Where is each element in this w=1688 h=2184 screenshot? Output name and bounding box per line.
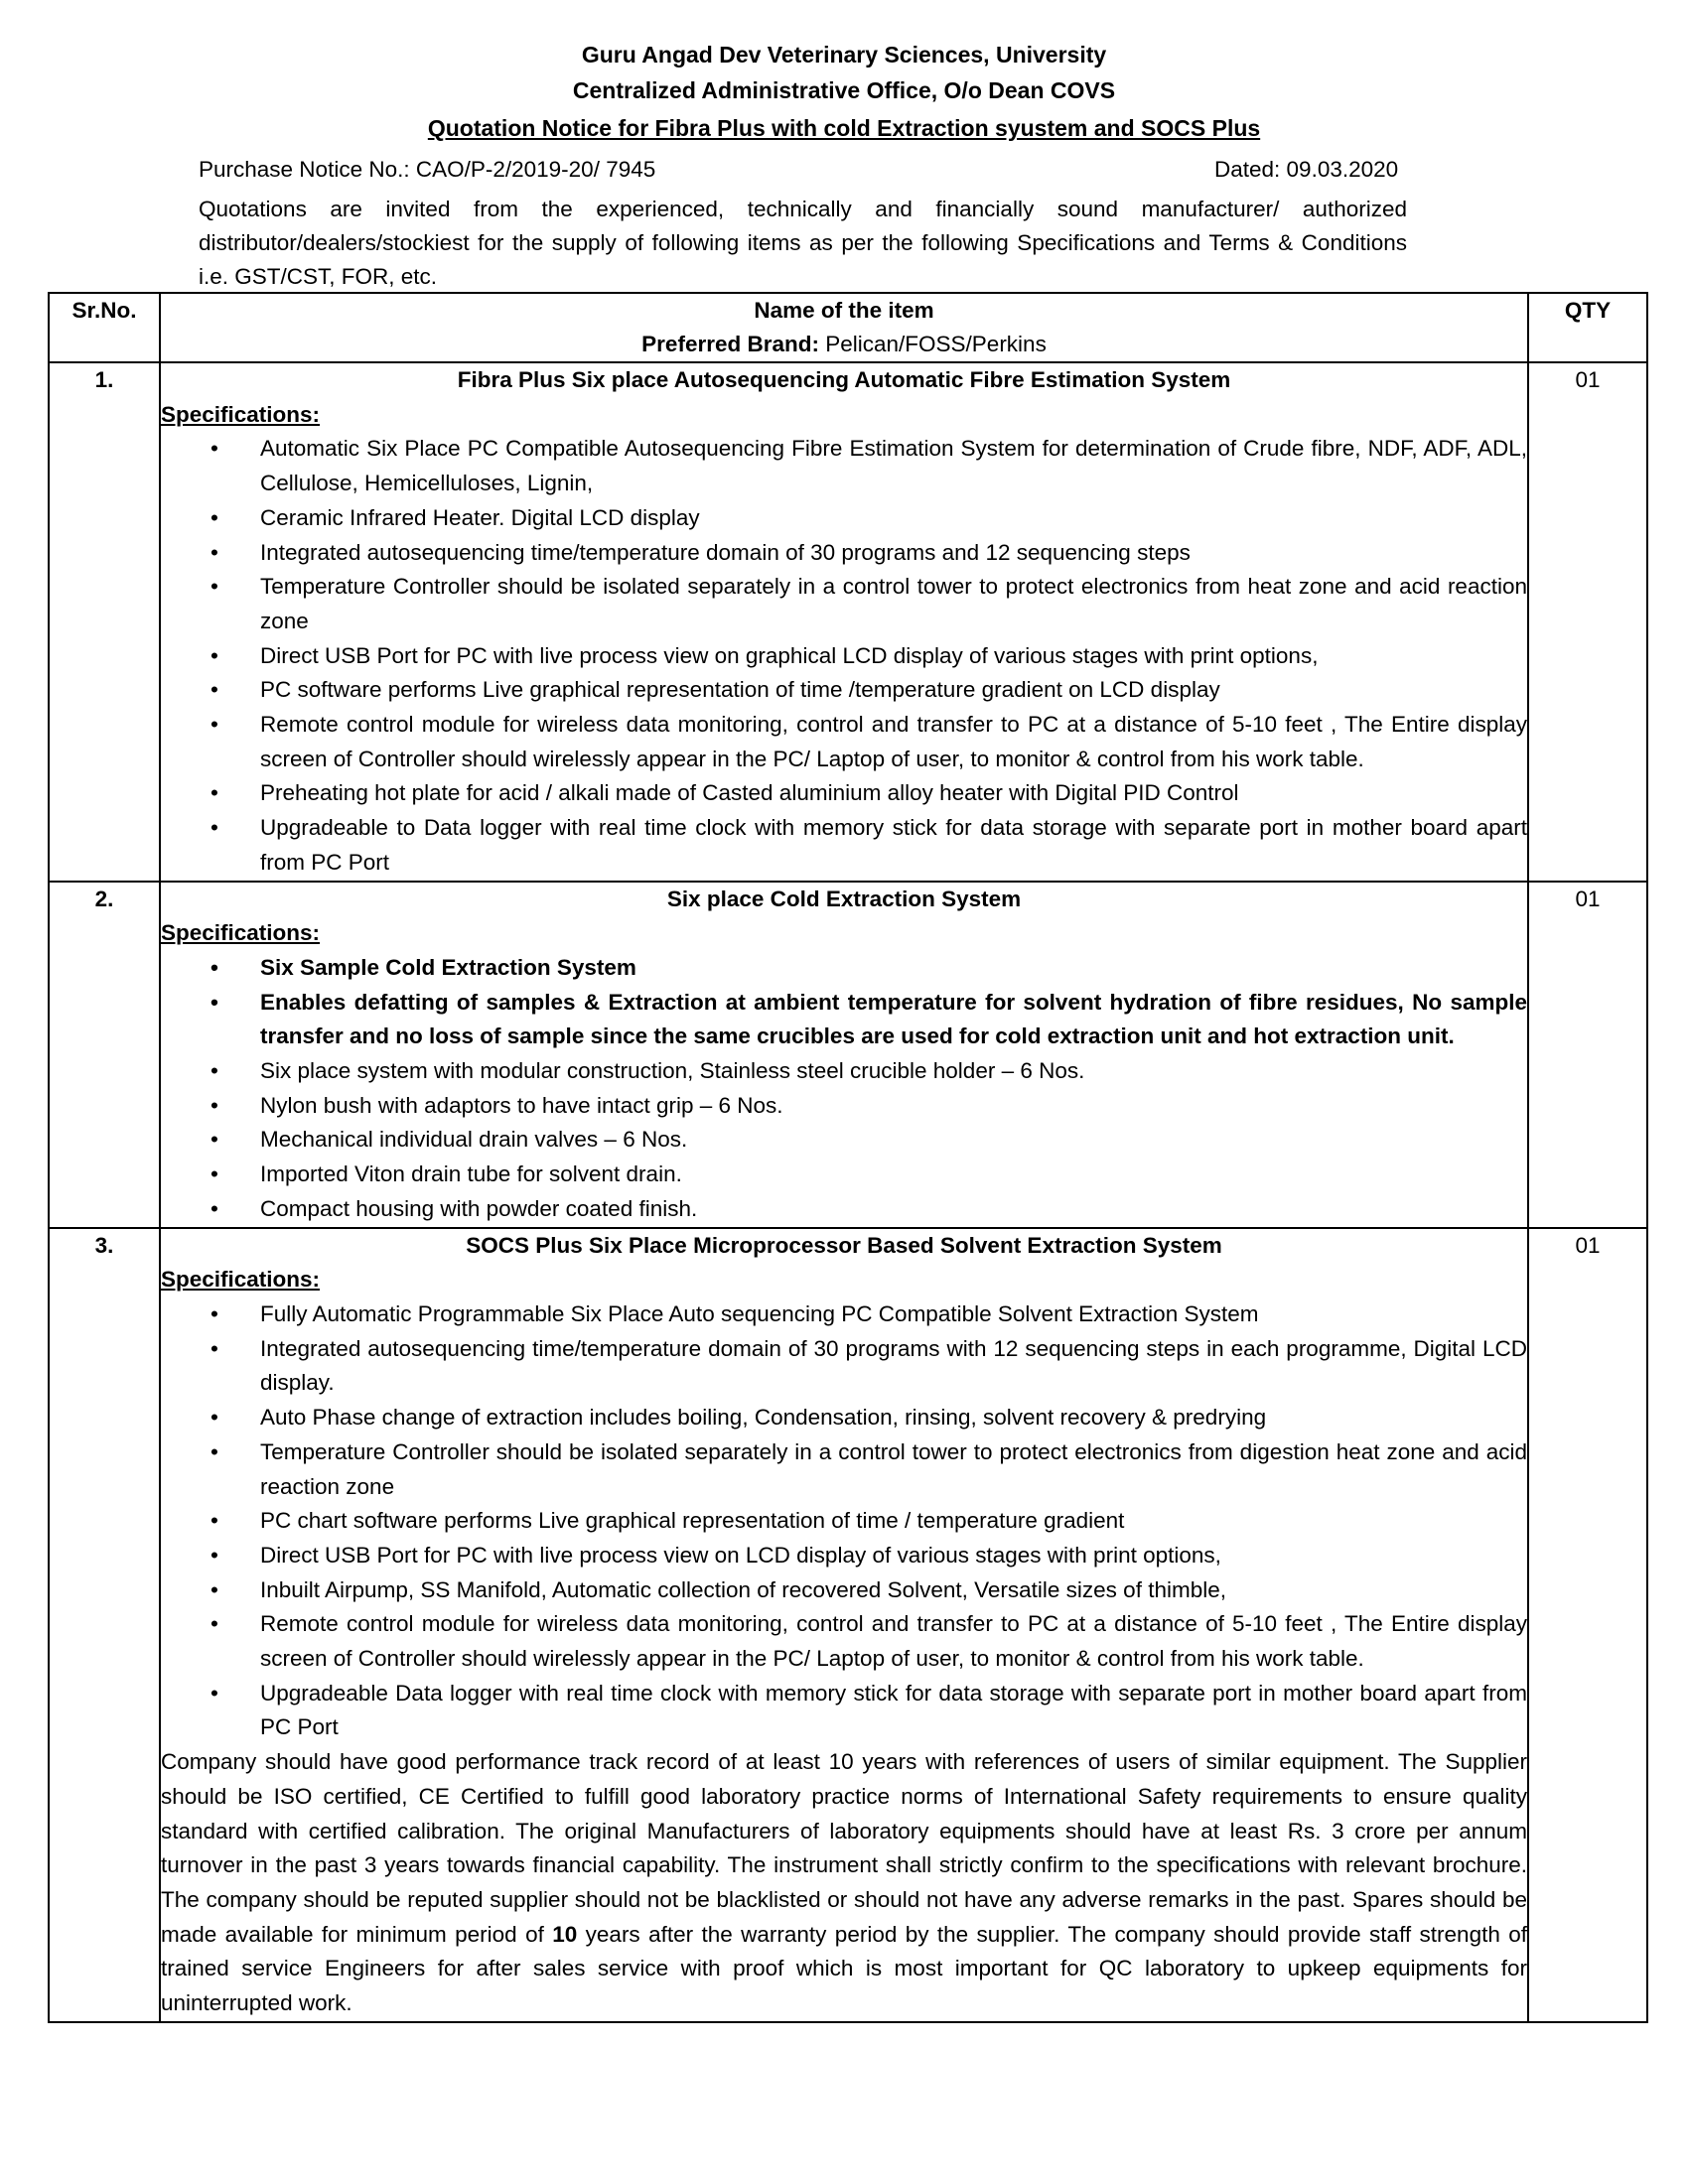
row-srno: 2. [49, 882, 160, 1228]
office-name: Centralized Administrative Office, O/o Dean COVS [572, 77, 1116, 103]
bullet-icon: • [211, 1092, 218, 1118]
spec-bullet-item [161, 1435, 1527, 1504]
spec-bullet-item [161, 639, 1527, 674]
terms-text-part1: Company should have good performance track record of at least 10 years with references of users of similar equipment. The Supplier should be ISO certified, CE Certified to fulfill good laboratory practice norms of International Safety requirements to ensure quality standard with certified calibration. The original Manufacturers of laboratory equipments should have at least Rs. 3 crore per annum turnover in the past 3 years towards financial capability. The instrument shall strictly confirm to the specifications with relevant brochure. The company should be reputed supplier should not be blacklisted or should not have any adverse remarks in the past. Spares should be made available for minimum period of [161, 1749, 1527, 1947]
terms-years-bold: 10 [552, 1921, 578, 1947]
bullet-icon: • [211, 436, 218, 462]
bullet-icon: • [211, 1127, 218, 1153]
spec-bullet-item [161, 1192, 1527, 1227]
item-title: Six place Cold Extraction System [666, 886, 1022, 911]
terms-paragraph [161, 1745, 1527, 2021]
row-qty: 01 [1528, 362, 1647, 882]
bullet-icon: • [211, 712, 218, 738]
spec-bullet-item [161, 986, 1527, 1054]
preferred-brand-value: Pelican/FOSS/Perkins [818, 332, 1047, 356]
table-row [49, 1228, 1647, 2022]
spec-bullet-item [161, 1504, 1527, 1539]
bullet-icon: • [211, 954, 218, 980]
bullet-icon: • [211, 1611, 218, 1637]
table-header-row [49, 293, 1647, 362]
spec-text: Direct USB Port for PC with live process view on graphical LCD display of various stages with print options, [260, 642, 1319, 668]
spec-bullet-item [161, 1297, 1527, 1332]
spec-bullet-item [161, 1158, 1527, 1192]
spec-bullet-item [161, 1054, 1527, 1089]
bullet-icon: • [211, 1300, 218, 1326]
header-qty [1528, 293, 1647, 362]
spec-bullet-item [161, 1607, 1527, 1676]
spec-text: Inbuilt Airpump, SS Manifold, Automatic collection of recovered Solvent, Versatile sizes of thimble, [260, 1576, 1226, 1602]
spec-bullet-item [161, 1573, 1527, 1608]
bullet-icon: • [211, 1335, 218, 1361]
spec-bullet-item [161, 1539, 1527, 1573]
spec-text: PC chart software performs Live graphical representation of time / temperature gradient [260, 1508, 1125, 1534]
spec-text: Upgradeable to Data logger with real time clock with memory stick for data storage with separate port in mother board apart from PC Port [260, 815, 1527, 875]
spec-text: Mechanical individual drain valves – 6 Nos. [260, 1127, 688, 1153]
bullet-icon: • [211, 642, 218, 668]
header-item-name [160, 293, 1528, 362]
spec-text: Upgradeable Data logger with real time clock with memory stick for data storage with separate port in mother board apart from PC Port [260, 1680, 1527, 1740]
table-row [49, 882, 1647, 1228]
row-item-cell [160, 882, 1528, 1228]
spec-text: Automatic Six Place PC Compatible Autosequencing Fibre Estimation System for determination of Crude fibre, NDF, ADF, ADL, Cellulose, Hemicelluloses, Lignin, [260, 436, 1527, 496]
spec-bullet-item [161, 776, 1527, 811]
bullet-icon: • [211, 1058, 218, 1084]
spec-text: Imported Viton drain tube for solvent drain. [260, 1161, 682, 1187]
specifications-label: Specifications: [161, 920, 321, 946]
header-qty-label: QTY [1564, 298, 1612, 323]
row-item-cell [160, 362, 1528, 882]
spec-bullet-item [161, 1089, 1527, 1124]
bullet-icon: • [211, 815, 218, 841]
header-srno-label: Sr.No. [71, 298, 137, 323]
spec-text: Direct USB Port for PC with live process view on LCD display of various stages with print options, [260, 1542, 1221, 1568]
row-srno: 3. [49, 1228, 160, 2022]
spec-text: Integrated autosequencing time/temperature domain of 30 programs with 12 sequencing steps in each programme, Digital LCD display. [260, 1335, 1527, 1396]
row-qty: 01 [1528, 1228, 1647, 2022]
spec-text: Enables defatting of samples & Extraction at ambient temperature for solvent hydration of fibre residues, No sample transfer and no loss of sample since the same crucibles are used for cold extraction unit and hot extraction unit. [260, 989, 1527, 1049]
row-item-cell [160, 1228, 1528, 2022]
spec-text: Auto Phase change of extraction includes boiling, Condensation, rinsing, solvent recovery & predrying [260, 1405, 1267, 1431]
notice-date: Dated: 09.03.2020 [1214, 157, 1399, 182]
spec-text: Temperature Controller should be isolated separately in a control tower to protect electronics from digestion heat zone and acid reaction zone [260, 1438, 1527, 1499]
notice-title: Quotation Notice for Fibra Plus with cold Extraction syustem and SOCS Plus [427, 115, 1261, 141]
terms-text-part2: years after the warranty period by the supplier. The company should provide staff strength of trained service Engineers for after sales service with proof which is most important for QC laboratory to upkeep equipments for uninterrupted work. [161, 1921, 1527, 2016]
spec-text: PC software performs Live graphical representation of time /temperature gradient on LCD display [260, 677, 1220, 703]
row-qty: 01 [1528, 882, 1647, 1228]
spec-bullet-item [161, 673, 1527, 708]
items-table [48, 292, 1648, 2023]
spec-bullet-item [161, 536, 1527, 571]
spec-bullet-item [161, 1677, 1527, 1745]
intro-paragraph: Quotations are invited from the experienced, technically and financially sound manufacturer/ authorized distributor/dealers/stockiest for the supply of following items as per the following Specifications and Terms & Conditions i.e. GST/CST, FOR, etc. [199, 197, 1407, 289]
bullet-icon: • [211, 539, 218, 565]
bullet-icon: • [211, 1542, 218, 1568]
header-item-name-label: Name of the item [754, 298, 934, 323]
spec-text: Remote control module for wireless data monitoring, control and transfer to PC at a distance of 5-10 feet , The Entire display screen of Controller should wirelessly appear in the PC/ Laptop of user, to monitor & control from his work table. [260, 712, 1527, 771]
spec-text: Preheating hot plate for acid / alkali made of Casted aluminium alloy heater with Digital PID Control [260, 780, 1239, 806]
spec-text: Six place system with modular construction, Stainless steel crucible holder – 6 Nos. [260, 1058, 1085, 1084]
bullet-icon: • [211, 1508, 218, 1534]
bullet-icon: • [211, 677, 218, 703]
table-row [49, 362, 1647, 882]
spec-list [161, 951, 1527, 1227]
spec-bullet-item [161, 1332, 1527, 1401]
preferred-brand-label: Preferred Brand: [641, 332, 819, 356]
bullet-icon: • [211, 504, 218, 530]
bullet-icon: • [211, 1438, 218, 1464]
bullet-icon: • [211, 574, 218, 600]
bullet-icon: • [211, 780, 218, 806]
bullet-icon: • [211, 1161, 218, 1187]
spec-list [161, 432, 1527, 880]
university-name: Guru Angad Dev Veterinary Sciences, University [581, 42, 1107, 68]
row-srno: 1. [49, 362, 160, 882]
spec-list [161, 1297, 1527, 1745]
spec-bullet-item [161, 432, 1527, 500]
specifications-label: Specifications: [161, 401, 321, 427]
specifications-label: Specifications: [161, 1267, 321, 1293]
bullet-icon: • [211, 1195, 218, 1221]
purchase-notice-number: Purchase Notice No.: CAO/P-2/2019-20/ 7945 [199, 157, 656, 182]
spec-text: Nylon bush with adaptors to have intact grip – 6 Nos. [260, 1092, 783, 1118]
spec-bullet-item [161, 811, 1527, 880]
spec-bullet-item [161, 1401, 1527, 1435]
spec-text: Six Sample Cold Extraction System [260, 954, 636, 980]
spec-bullet-item [161, 501, 1527, 536]
bullet-icon: • [211, 1576, 218, 1602]
spec-text: Compact housing with powder coated finish. [260, 1195, 698, 1221]
spec-bullet-item [161, 570, 1527, 638]
spec-text: Remote control module for wireless data monitoring, control and transfer to PC at a distance of 5-10 feet , The Entire display screen of Controller should wirelessly appear in the PC/ Laptop of user, to monitor & control from his work table. [260, 1611, 1527, 1672]
spec-text: Temperature Controller should be isolated separately in a control tower to protect electronics from heat zone and acid reaction zone [260, 574, 1527, 633]
spec-bullet-item [161, 1123, 1527, 1158]
spec-text: Fully Automatic Programmable Six Place Auto sequencing PC Compatible Solvent Extraction System [260, 1300, 1259, 1326]
spec-bullet-item [161, 951, 1527, 986]
bullet-icon: • [211, 989, 218, 1015]
item-title: SOCS Plus Six Place Microprocessor Based Solvent Extraction System [466, 1232, 1222, 1258]
bullet-icon: • [211, 1405, 218, 1431]
spec-text: Ceramic Infrared Heater. Digital LCD display [260, 504, 700, 530]
spec-text: Integrated autosequencing time/temperature domain of 30 programs and 12 sequencing steps [260, 539, 1191, 565]
preferred-brand [161, 328, 1527, 361]
header-srno [49, 293, 160, 362]
bullet-icon: • [211, 1680, 218, 1706]
item-title: Fibra Plus Six place Autosequencing Automatic Fibre Estimation System [457, 367, 1231, 392]
spec-bullet-item [161, 708, 1527, 776]
